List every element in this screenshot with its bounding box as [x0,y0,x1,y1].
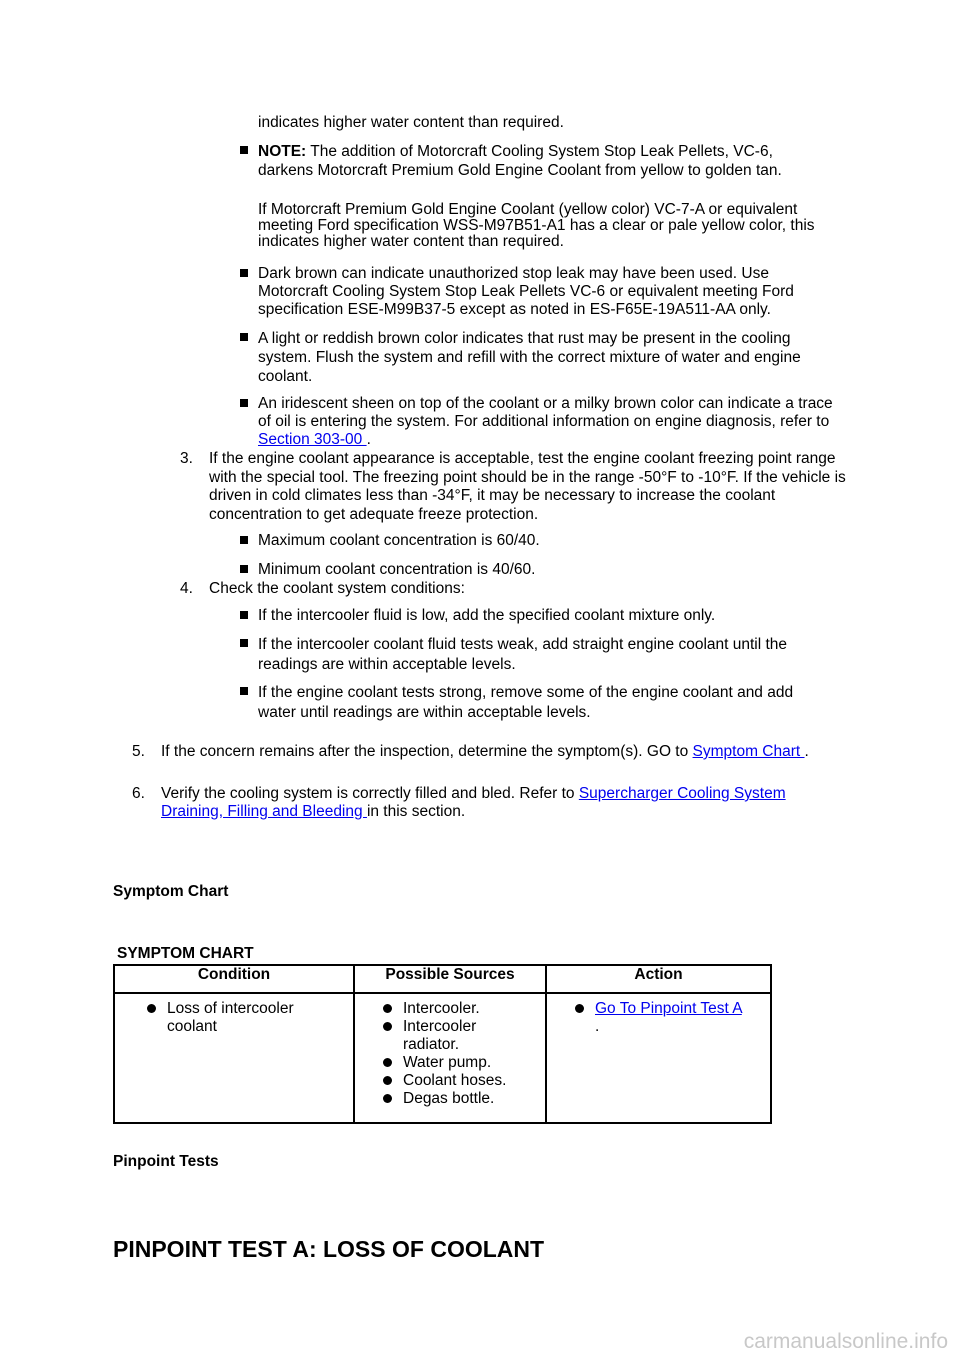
step-4-number: 4. [180,580,193,597]
cell-condition [114,993,354,1123]
list-item: Intercooler. [377,1000,541,1018]
action-period: . [595,1018,600,1035]
bullet-min-concentration: Minimum coolant concentration is 40/60. [258,561,536,578]
step-6-number: 6. [132,785,145,802]
bullet-rust: A light or reddish brown color indicates that rust may be present in the cooling system. Flush the system and refill with the correct mixture of water and engine coolant. [258,330,801,385]
symptom-chart-link[interactable]: Symptom Chart [692,743,805,760]
list-item: Intercooler radiator. [377,1018,503,1054]
bullet-intercooler-weak: If the intercooler coolant fluid tests weak, add straight engine coolant until the readings are within acceptable levels. [258,636,788,673]
list-item: Loss of intercooler coolant [141,1000,327,1036]
table-header-row [114,965,771,993]
note-bullet [258,142,818,180]
list-item: Coolant hoses. [377,1072,541,1090]
header-possible-sources: Possible Sources [354,965,546,993]
step-5-text [161,743,861,760]
cell-action [546,993,771,1123]
intro-line: indicates higher water content than required. [258,114,564,131]
table-row [114,993,771,1123]
table-caption: SYMPTOM CHART [117,945,254,962]
bullet-oil-text: An iridescent sheen on top of the coolant or a milky brown color can indicate a trace of oil is entering the system. For additional information on engine diagnosis, refer to [258,395,833,430]
bullet-oil-period: . [366,431,371,448]
note-text: The addition of Motorcraft Cooling System Stop Leak Pellets, VC-6, darkens Motorcraft Premium Gold Engine Coolant from yellow to golden tan. [258,143,782,179]
cell-possible-sources [354,993,546,1123]
list-item: Degas bottle. [377,1090,541,1108]
watermark: carmanualsonline.info [743,1330,948,1353]
bullet-dark-brown: Dark brown can indicate unauthorized stop leak may have been used. Use Motorcraft Cooling System Stop Leak Pellets VC-6 or equivalent meeting Ford specification ESE-M99B37-5 except as noted in ES-F65E-19A511-AA only. [258,265,794,318]
step-5-number: 5. [132,743,145,760]
step-6-suffix: in this section. [366,803,466,820]
symptom-chart-table [113,964,772,1124]
pinpoint-tests-heading: Pinpoint Tests [113,1153,219,1170]
step-5-period: . [804,743,809,760]
header-action: Action [546,965,771,993]
header-condition: Condition [114,965,354,993]
pinpoint-test-a-heading: PINPOINT TEST A: LOSS OF COOLANT [113,1236,545,1262]
step-6-body: Verify the cooling system is correctly filled and bled. Refer to [161,785,575,802]
list-item: Water pump. [377,1054,541,1072]
note-paragraph: If Motorcraft Premium Gold Engine Coolant (yellow color) VC-7-A or equivalent meeting Ford specification WSS-M97B51-A1 has a clear or pale yellow color, this indicates higher water content than required. [258,201,815,250]
list-item [569,1000,745,1036]
step-4-text: Check the coolant system conditions: [209,580,465,597]
note-label: NOTE: [258,143,307,160]
step-6-text [161,785,821,821]
cooling-system-bleeding-link[interactable]: Supercharger Cooling System Draining, Filling and Bleeding [161,785,786,820]
bullet-oil [258,395,838,449]
go-to-pinpoint-test-a-link[interactable]: Go To Pinpoint Test A [595,1000,742,1017]
step-3-text: If the engine coolant appearance is acceptable, test the engine coolant freezing point range with the special tool. The freezing point should be in the range -50°F to -10°F. If the vehicle is driven in cold climates less than -34°F, it may be necessary to increase the coolant concentration to get adequate freeze protection. [209,450,846,523]
step-5-body: If the concern remains after the inspection, determine the symptom(s). GO to [161,743,689,760]
section-303-00-link[interactable]: Section 303-00 [258,431,367,448]
bullet-coolant-strong: If the engine coolant tests strong, remove some of the engine coolant and add water until readings are within acceptable levels. [258,684,794,721]
bullet-max-concentration: Maximum coolant concentration is 60/40. [258,532,540,549]
symptom-chart-heading: Symptom Chart [113,883,229,900]
step-3-number: 3. [180,450,193,467]
bullet-intercooler-low: If the intercooler fluid is low, add the specified coolant mixture only. [258,607,716,624]
